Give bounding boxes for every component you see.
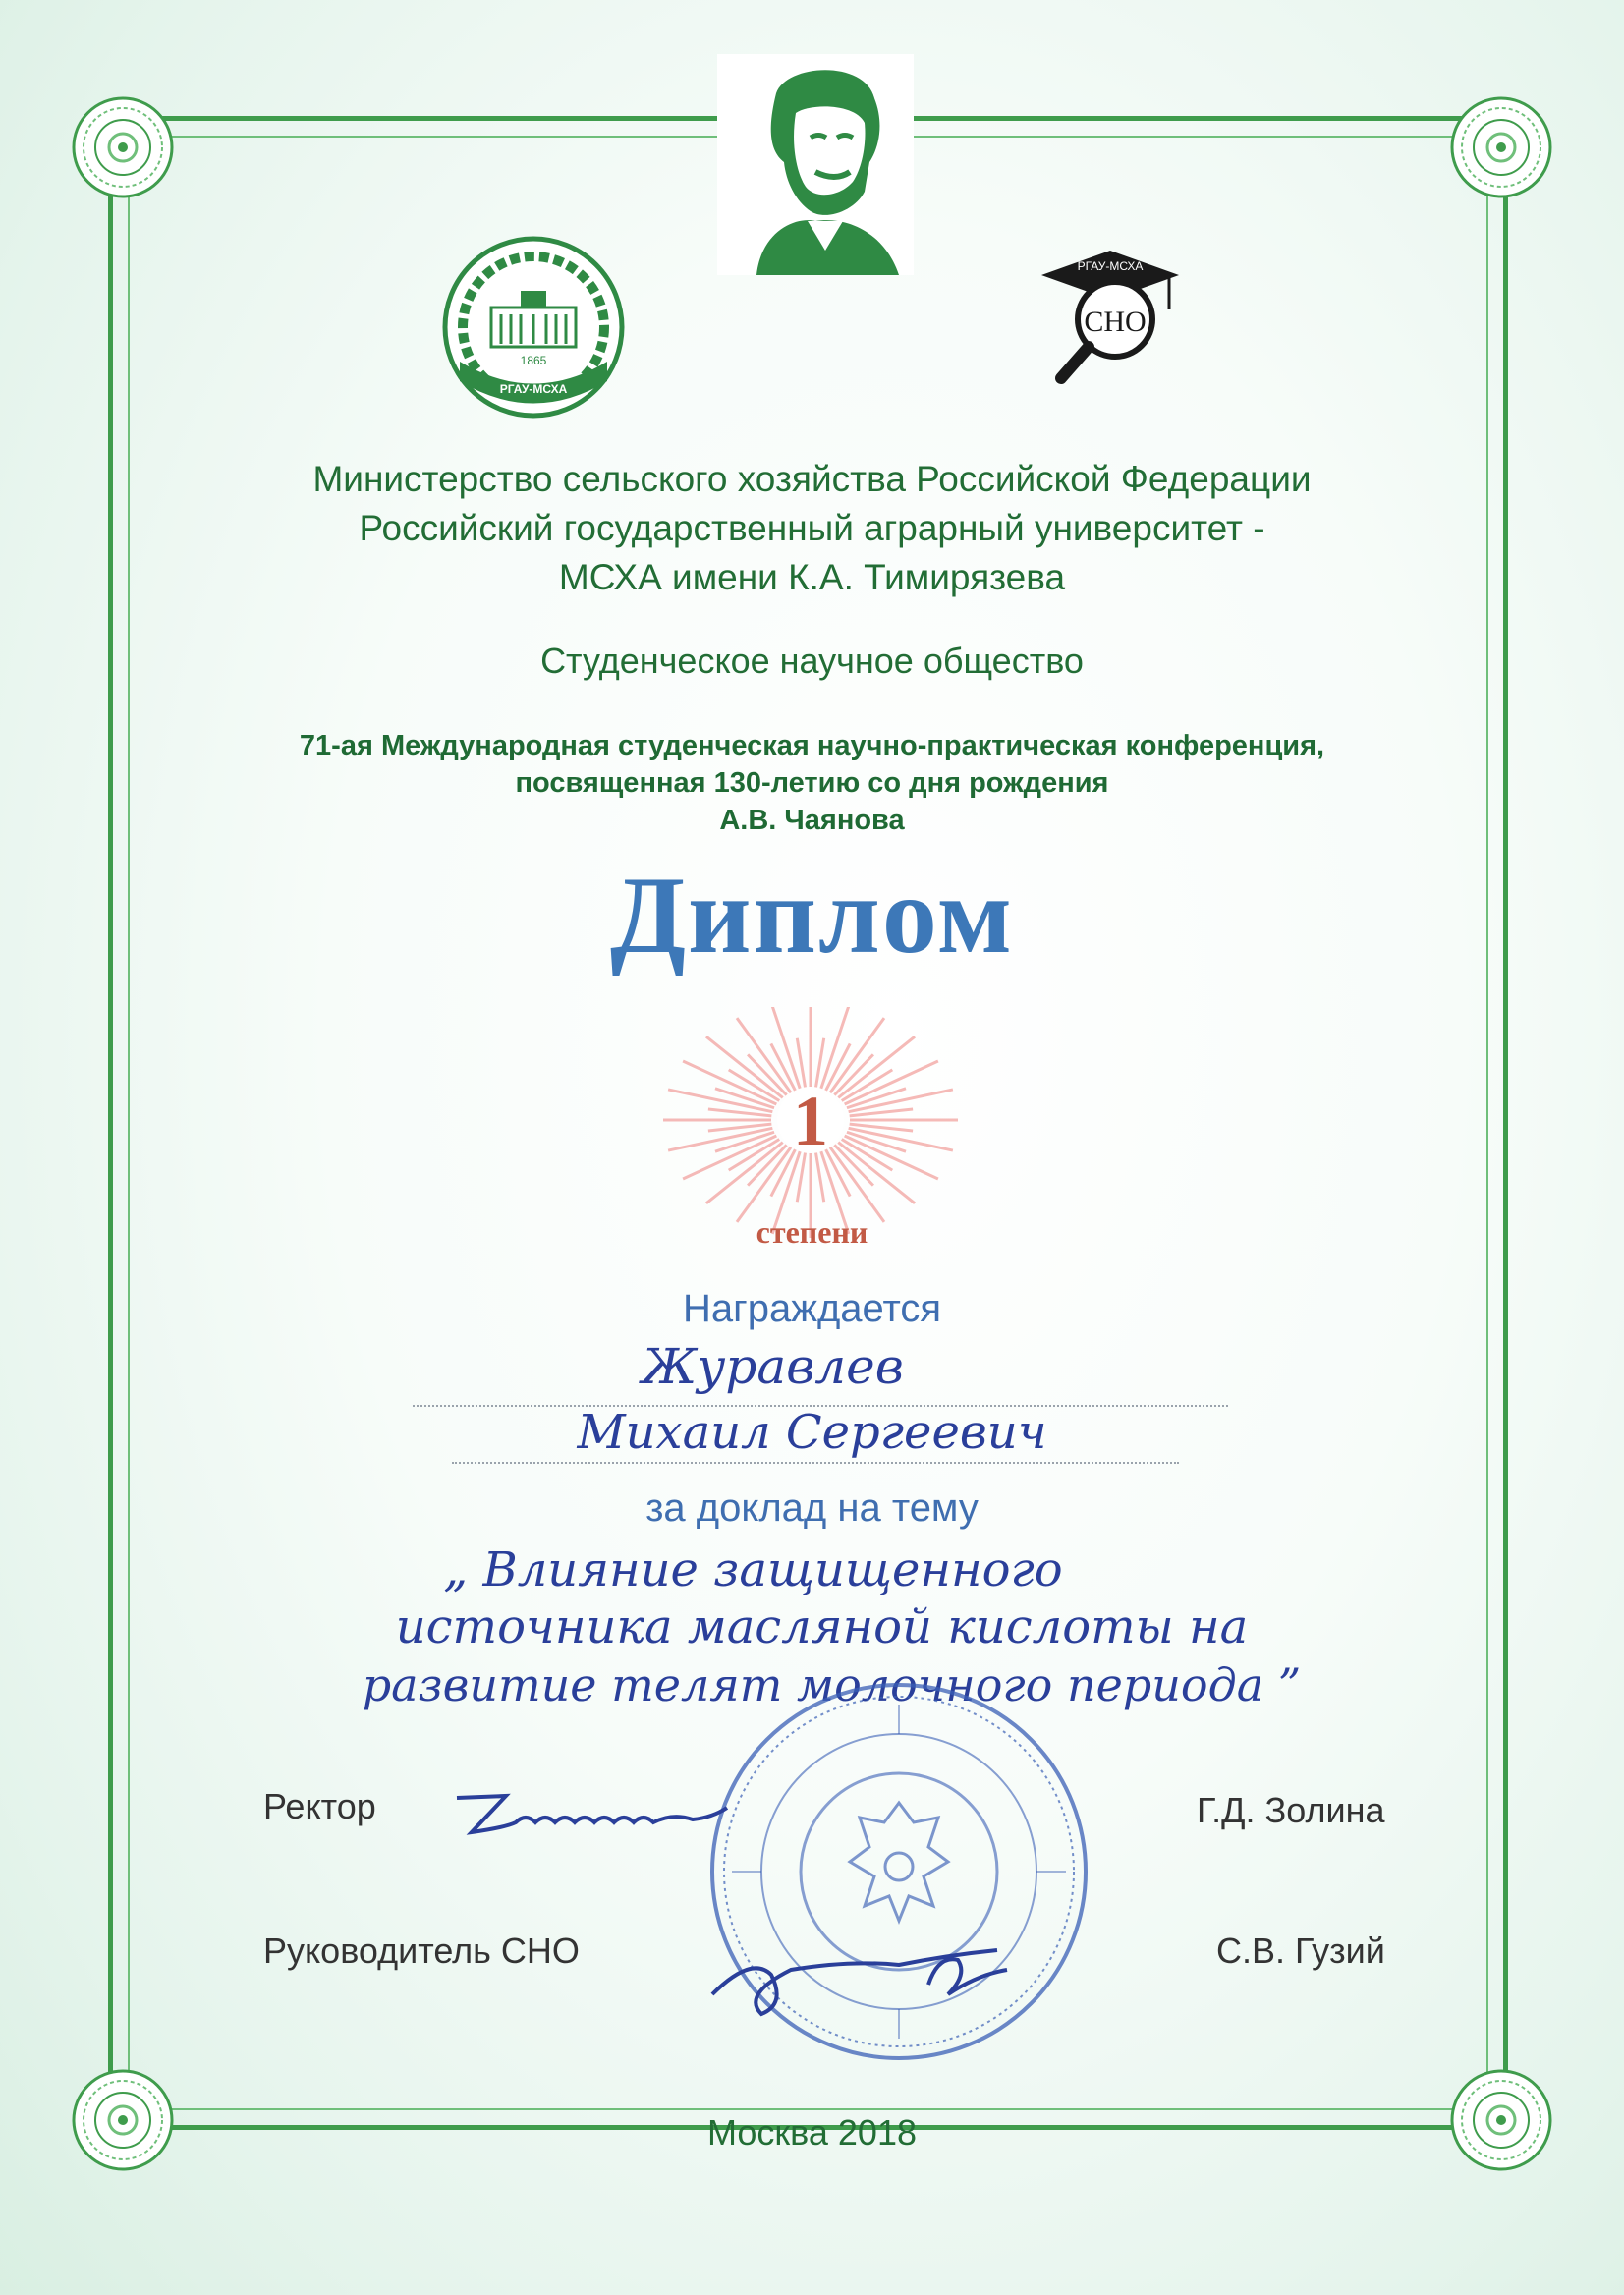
logo-caption: РГАУ-МСХА xyxy=(499,382,568,396)
topic-label: за доклад на тему xyxy=(645,1486,979,1530)
logo-year: 1865 xyxy=(520,354,547,367)
topic-line-1: „ Влияние защищенного xyxy=(443,1542,1063,1597)
sno-head-role: Руководитель СНО xyxy=(263,1931,580,1971)
rector-name: Г.Д. Золина xyxy=(1197,1790,1385,1830)
recipient-name: Михаил Сергеевич xyxy=(577,1405,1047,1460)
degree-starburst xyxy=(629,1007,992,1302)
sno-badge-text: СНО xyxy=(1084,306,1147,338)
topic-line-2: источника масляной кислоты на xyxy=(395,1599,1249,1654)
institution-line-2: Российский государственный аграрный университет - xyxy=(359,508,1265,548)
awarded-label: Награждается xyxy=(682,1287,941,1330)
rector-role: Ректор xyxy=(263,1786,376,1826)
university-logo xyxy=(440,234,627,420)
institution-line-3: МСХА имени К.А. Тимирязева xyxy=(558,557,1066,597)
corner-rosette-icon xyxy=(64,88,182,206)
starburst-ray xyxy=(849,1090,953,1112)
starburst-ray xyxy=(668,1128,772,1150)
society-name: Студенческое научное общество xyxy=(540,641,1084,681)
sno-head-signature xyxy=(702,1916,1027,2024)
starburst-ray xyxy=(772,1007,800,1090)
conference-line-2: посвященная 130-летию со дня рождения xyxy=(515,767,1109,799)
sno-cap-caption: РГАУ-МСХА xyxy=(1077,259,1144,273)
topic-line-3: развитие телят молочного периода ” xyxy=(362,1658,1302,1711)
starburst-ray xyxy=(668,1090,772,1112)
corner-rosette-icon xyxy=(1442,88,1560,206)
rector-signature xyxy=(447,1778,742,1857)
degree-label: степени xyxy=(756,1214,868,1250)
recipient-line-2 xyxy=(452,1462,1179,1464)
sno-logo xyxy=(1022,241,1194,388)
portrait-illustration xyxy=(717,54,914,275)
footer-city-year: Москва 2018 xyxy=(707,2112,917,2153)
institution-line-1: Министерство сельского хозяйства Российской Федерации xyxy=(312,459,1312,499)
conference-line-1: 71-ая Международная студенческая научно-практическая конференция, xyxy=(299,730,1325,761)
degree-number: 1 xyxy=(793,1082,828,1160)
recipient-surname: Журавлев xyxy=(642,1338,904,1395)
starburst-ray xyxy=(849,1128,953,1150)
diploma-title: Диплом xyxy=(609,855,1015,977)
sno-head-name: С.В. Гузий xyxy=(1216,1931,1385,1971)
starburst-ray xyxy=(820,1007,848,1090)
conference-line-3: А.В. Чаянова xyxy=(719,805,905,836)
